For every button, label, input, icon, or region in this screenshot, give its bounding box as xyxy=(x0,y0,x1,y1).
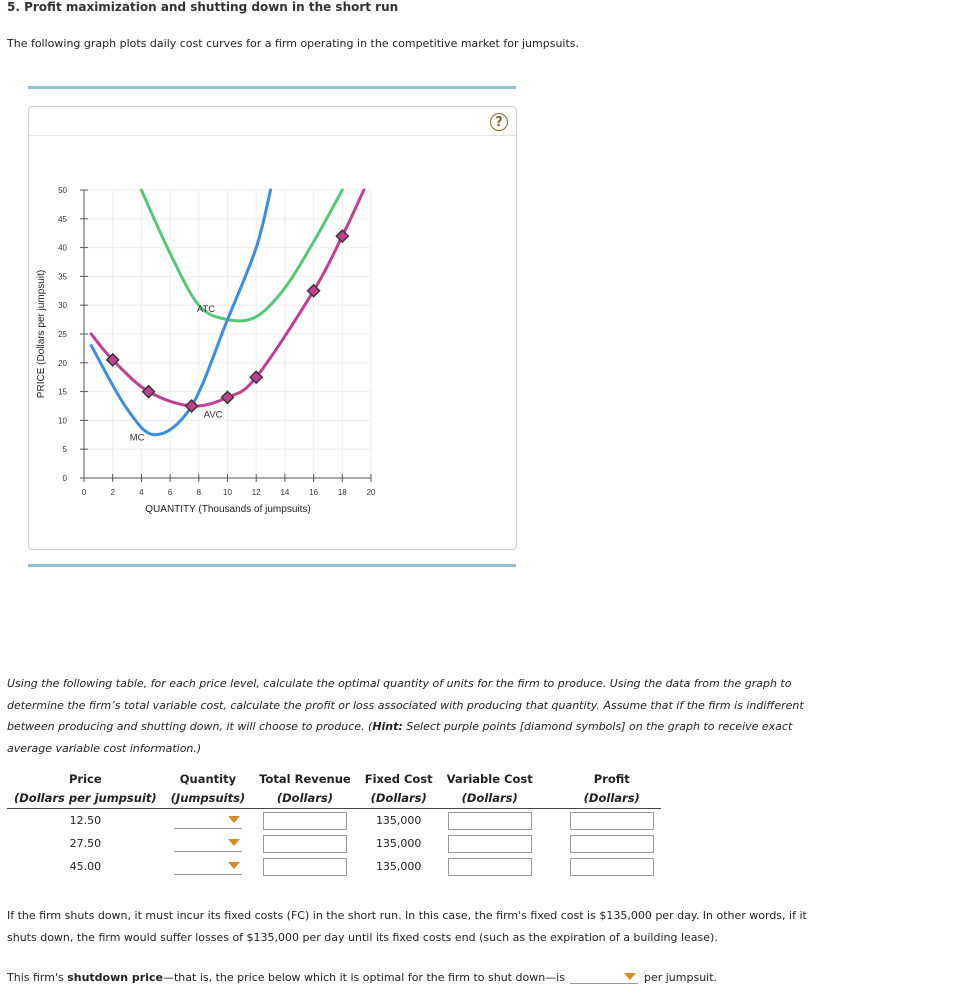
shutdown-question: This firm's shutdown price—that is, the price below which it is optimal for the firm to shut down—is per jumpsuit. xyxy=(7,971,718,984)
bottom-divider xyxy=(28,564,516,567)
x-tick-label: 20 xyxy=(366,488,376,497)
instructions-text: Using the following table, for each price level, calculate the optimal quantity of units for the firm to produce. Using the data from the graph to determine the firm’s total variable cost, calculate the profit or loss associated with producing that quantity. Assume that if the firm is indifferent between producing and shutting down, it will choose to produce. (Hint: Select purple points [diamond symbols] on the graph to receive exact average variable cost information.) xyxy=(7,677,804,755)
atc-curve xyxy=(141,190,342,321)
y-tick-label: 0 xyxy=(62,474,67,483)
table-row xyxy=(7,832,661,855)
quantity-dropdown[interactable] xyxy=(174,812,242,829)
cost-curves-chart xyxy=(29,107,516,549)
y-tick-label: 10 xyxy=(58,416,67,426)
top-divider xyxy=(28,86,516,89)
col-total-revenue: Total Revenue (Dollars) xyxy=(259,772,351,805)
chevron-down-icon xyxy=(228,839,240,846)
page-title: 5. Profit maximization and shutting down in the short run xyxy=(7,0,399,14)
y-tick-label: 35 xyxy=(58,272,67,282)
col-variable-cost: Variable Cost (Dollars) xyxy=(446,772,533,805)
fixed-cost-cell: 135,000 xyxy=(375,837,422,850)
price-cell: 12.50 xyxy=(69,814,102,827)
variable-cost-input[interactable] xyxy=(448,858,532,876)
total-revenue-input[interactable] xyxy=(263,835,347,853)
price-cell: 27.50 xyxy=(69,837,102,850)
y-tick-label: 25 xyxy=(58,330,67,339)
y-tick-label: 15 xyxy=(58,387,67,397)
y-tick-label: 40 xyxy=(58,243,67,253)
variable-cost-input[interactable] xyxy=(448,835,532,853)
chevron-down-icon xyxy=(624,973,636,980)
shutdown-explanation: If the firm shuts down, it must incur its fixed costs (FC) in the short run. In this case, the firm's fixed cost is $135,000 per day. In other words, if it shuts down, the firm would suffer losses of $135,000 per day until its fixed costs end (such as the expiration of a building lease). xyxy=(7,909,807,944)
mc-curve xyxy=(91,190,270,435)
x-tick-label: 16 xyxy=(309,488,319,497)
col-price: Price (Dollars per jumpsuit) xyxy=(14,772,157,805)
help-icon[interactable]: ? xyxy=(490,113,508,131)
quantity-dropdown[interactable] xyxy=(174,835,242,852)
y-axis-title: PRICE (Dollars per jumpsuit) xyxy=(36,269,47,399)
x-tick-label: 18 xyxy=(337,488,347,497)
x-tick-label: 2 xyxy=(110,488,115,497)
col-fixed-cost: Fixed Cost (Dollars) xyxy=(364,772,433,805)
x-tick-label: 0 xyxy=(81,488,87,497)
y-tick-label: 5 xyxy=(62,445,67,455)
total-revenue-input[interactable] xyxy=(263,858,347,876)
x-axis-title: QUANTITY (Thousands of jumpsuits) xyxy=(145,504,311,515)
x-tick-label: 10 xyxy=(223,488,232,497)
fixed-cost-cell: 135,000 xyxy=(375,860,422,873)
hint-label: Hint: xyxy=(372,720,403,733)
avc-label: AVC xyxy=(203,409,223,421)
quantity-dropdown[interactable] xyxy=(174,858,242,875)
mc-label: MC xyxy=(129,432,145,444)
fixed-cost-cell: 135,000 xyxy=(375,814,422,827)
x-tick-label: 4 xyxy=(139,488,144,497)
avc-diamond-point xyxy=(222,391,234,403)
y-tick-label: 20 xyxy=(58,358,67,368)
x-tick-label: 8 xyxy=(196,488,202,497)
y-tick-label: 45 xyxy=(58,214,67,224)
x-tick-label: 12 xyxy=(251,488,261,497)
avc-diamond-point xyxy=(336,230,348,242)
y-tick-label: 30 xyxy=(58,301,67,311)
x-tick-label: 14 xyxy=(280,488,290,497)
shutdown-price-dropdown[interactable] xyxy=(570,969,638,984)
total-revenue-input[interactable] xyxy=(263,812,347,830)
chevron-down-icon xyxy=(228,862,240,869)
col-quantity: Quantity (Jumpsuits) xyxy=(170,772,246,805)
table-row xyxy=(7,855,661,878)
atc-label: ATC xyxy=(196,304,216,316)
y-tick-label: 50 xyxy=(58,186,67,195)
graph-panel xyxy=(28,106,517,550)
profit-input[interactable] xyxy=(570,858,654,876)
cost-table xyxy=(7,770,661,878)
profit-input[interactable] xyxy=(570,812,654,830)
table-row xyxy=(7,809,661,833)
col-profit: Profit (Dollars) xyxy=(583,772,640,805)
x-tick-label: 6 xyxy=(167,488,173,497)
intro-text: The following graph plots daily cost curves for a firm operating in the competitive market for jumpsuits. xyxy=(7,37,580,50)
profit-input[interactable] xyxy=(570,835,654,853)
chevron-down-icon xyxy=(228,816,240,823)
variable-cost-input[interactable] xyxy=(448,812,532,830)
price-cell: 45.00 xyxy=(69,860,102,873)
